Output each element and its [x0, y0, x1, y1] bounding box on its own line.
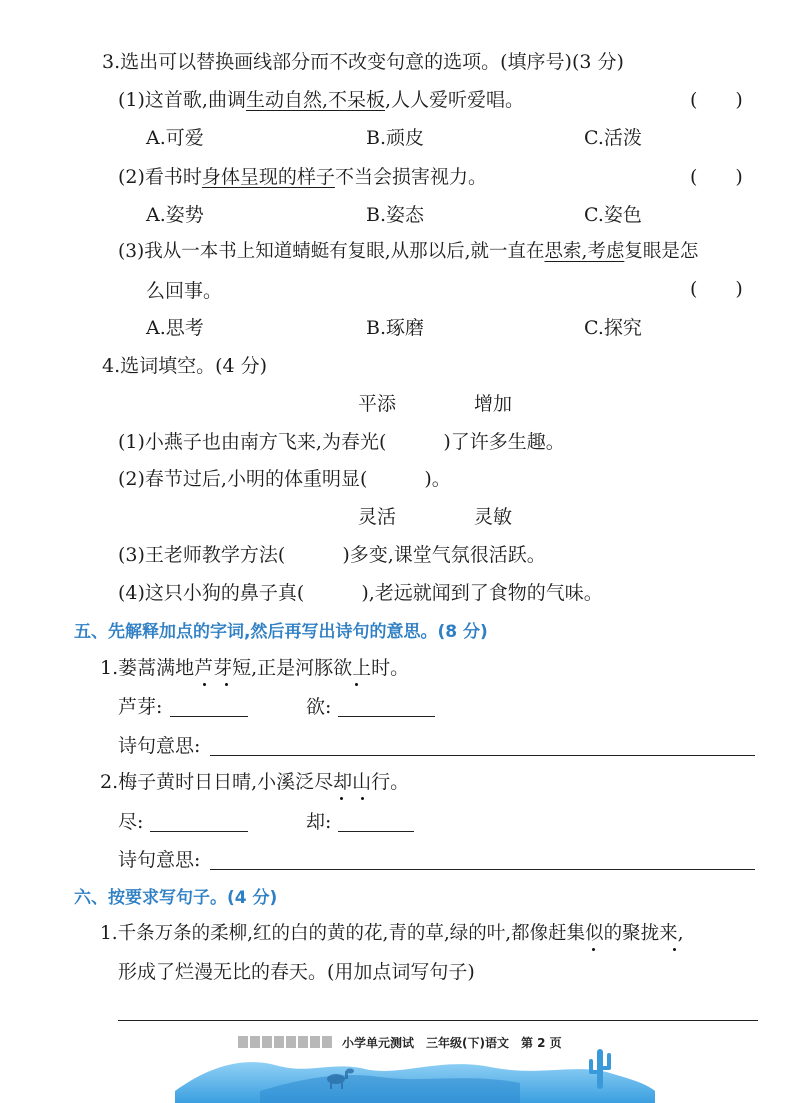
section-5-title: 五、先解释加点的字词,然后再写出诗句的意思。(8 分)	[74, 622, 488, 642]
q4-fill-line-3[interactable]: (3)王老师教学方法( )多变,课堂气氛很活跃。	[118, 544, 546, 566]
q3-answer-paren-2[interactable]: ( )	[690, 166, 743, 188]
q3-option-b: B.顽皮	[366, 127, 425, 149]
q3-option-c: C.活泼	[584, 127, 642, 149]
poem-2-word-2-label: 却:	[306, 811, 332, 833]
poem-1: 1.蒌蒿满地芦芽短,正是河豚欲上时。	[100, 657, 410, 679]
emphasis-dot	[203, 683, 206, 686]
q3-item-2-post: 不当会损害视力。	[334, 166, 487, 188]
q3-item-2-underlined: 身体呈现的样子	[201, 166, 335, 188]
poem-1-meaning-label: 诗句意思:	[118, 735, 201, 757]
poem-1-word-2-label: 欲:	[306, 696, 332, 718]
q4-word-option: 增加	[474, 393, 513, 415]
poem-2: 2.梅子黄时日日晴,小溪泛尽却山行。	[100, 771, 410, 793]
poem-2-meaning-label: 诗句意思:	[118, 849, 201, 871]
q3-item-3-post: 复眼是怎	[624, 241, 699, 262]
q3-option-a: A.思考	[146, 317, 204, 339]
emphasis-dot	[340, 797, 343, 800]
q3-item-2	[118, 165, 487, 189]
q4-title: 4.选词填空。(4 分)	[102, 355, 268, 377]
q3-item-1-underlined: 生动自然,不呆板	[245, 89, 386, 111]
poem-1-word-1-blank[interactable]	[170, 716, 248, 717]
poem-1-word-2-blank[interactable]	[338, 716, 435, 717]
q3-item-3-cont: 么回事。	[146, 280, 223, 302]
q3-option-b: B.姿态	[366, 204, 425, 226]
q3-option-a: A.可爱	[146, 127, 204, 149]
q3-option-a: A.姿势	[146, 204, 204, 226]
s6-answer-blank[interactable]	[118, 1020, 758, 1021]
q3-option-c: C.姿色	[584, 204, 642, 226]
emphasis-dot	[225, 683, 228, 686]
q3-answer-paren-1[interactable]: ( )	[690, 89, 743, 111]
emphasis-dot	[355, 683, 358, 686]
q3-item-2-pre: (2)看书时	[118, 166, 202, 188]
q4-word-option: 灵活	[358, 506, 397, 528]
poem-2-meaning-blank[interactable]	[210, 869, 755, 870]
s6-q1-line-2: 形成了烂漫无比的春天。(用加点词写句子)	[118, 961, 475, 983]
poem-1-word-1-label: 芦芽:	[118, 696, 163, 718]
q3-item-3-underlined: 思索,考虑	[544, 241, 625, 262]
poem-2-word-2-blank[interactable]	[338, 831, 414, 832]
q4-word-option: 平添	[358, 393, 397, 415]
q3-item-1-pre: (1)这首歌,曲调	[118, 89, 246, 111]
q4-fill-line-2[interactable]: (2)春节过后,小明的体重明显( )。	[118, 468, 451, 490]
q3-item-3	[118, 240, 698, 264]
section-6-title: 六、按要求写句子。(4 分)	[74, 888, 278, 908]
q3-item-3-pre: (3)我从一本书上知道蜻蜓有复眼,从那以后,就一直在	[118, 241, 545, 262]
emphasis-dot	[673, 948, 676, 951]
footer-banner	[0, 1043, 792, 1103]
q3-title: 3.选出可以替换画线部分而不改变句意的选项。(填序号)(3 分)	[102, 51, 624, 73]
q3-option-b: B.琢磨	[366, 317, 425, 339]
q3-answer-paren-3[interactable]: ( )	[690, 278, 743, 300]
q3-option-c: C.探究	[584, 317, 642, 339]
poem-2-word-1-label: 尽:	[118, 811, 144, 833]
s6-q1-line-1: 1.千条万条的柔柳,红的白的黄的花,青的草,绿的叶,都像赶集似的聚拢来,	[100, 923, 684, 944]
poem-2-word-1-blank[interactable]	[150, 831, 248, 832]
q3-item-1-post: ,人人爱听爱唱。	[385, 89, 525, 111]
q4-word-option: 灵敏	[474, 506, 513, 528]
q4-fill-line-4[interactable]: (4)这只小狗的鼻子真( ),老远就闻到了食物的气味。	[118, 582, 603, 604]
emphasis-dot	[361, 797, 364, 800]
q4-fill-line-1[interactable]: (1)小燕子也由南方飞来,为春光( )了许多生趣。	[118, 431, 565, 453]
footer-text: 小学单元测试 三年级(下)语文 第 2 页	[342, 1036, 562, 1050]
q3-item-1	[118, 88, 524, 112]
poem-1-meaning-blank[interactable]	[210, 755, 755, 756]
emphasis-dot	[592, 948, 595, 951]
